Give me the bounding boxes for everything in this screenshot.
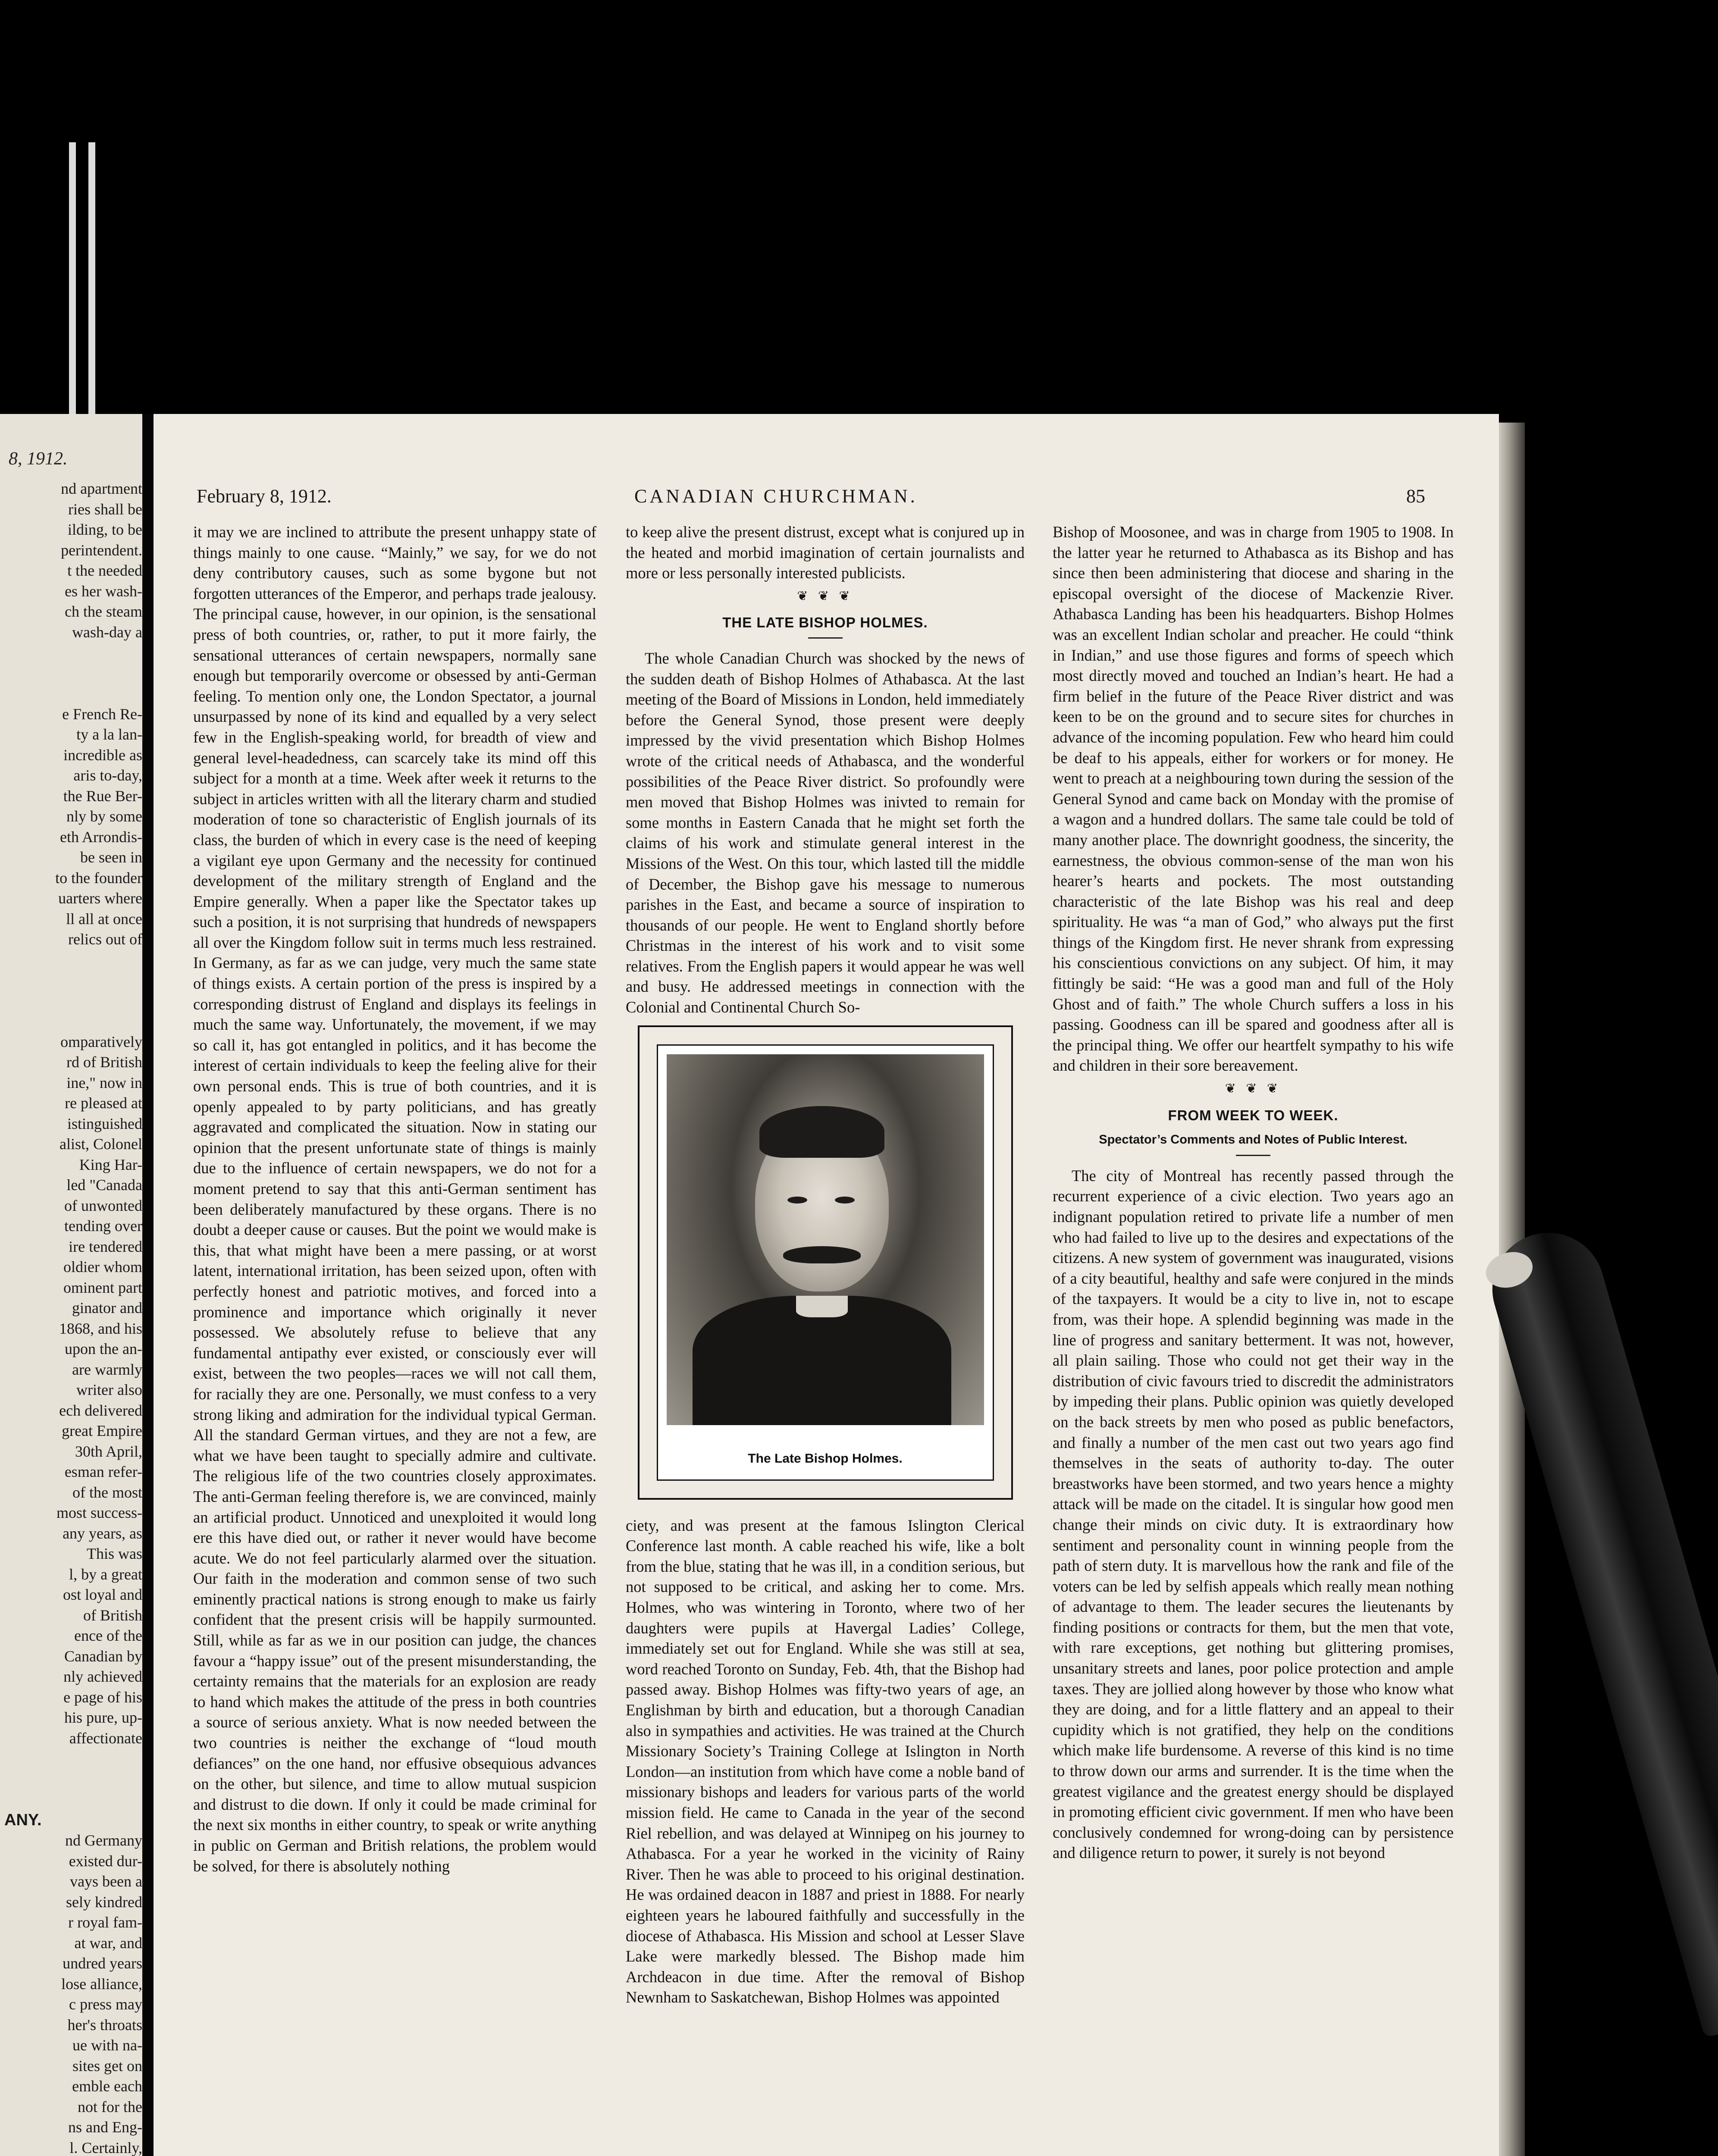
- previous-page-line: 1868, and his: [59, 1319, 142, 1337]
- previous-page-line: istinguished: [67, 1115, 142, 1132]
- previous-page-line: emble each: [72, 2078, 142, 2095]
- previous-page-heading: ANY.: [4, 1811, 42, 1829]
- previous-page-line: her's throats: [67, 2016, 142, 2034]
- column-2: [626, 522, 1025, 2008]
- previous-page-line: nd apartment: [61, 480, 142, 497]
- previous-page-line: lose alliance,: [61, 1975, 142, 1993]
- previous-page-line: ine," now in: [66, 1074, 142, 1091]
- previous-page-line: [4, 683, 142, 704]
- article-paragraph: ciety, and was present at the famous Islington Clerical Conference last month. A cable reached his wife, like a bolt from the blue, stating that he was ill, in a condition serious, but not supposed to be critical, and asking her to come. Mrs. Holmes, who was wintering in Toronto, where two of her daughters were pupils at Havergal Ladies’ College, immediately set out for England. While she was still at sea, word reached Toronto on Sunday, Feb. 4th, that the Bishop had passed away. Bishop Holmes was fifty-two years of age, an Englishman by birth and education, but a thorough Canadian also in sympathies and activities. He was trained at the Church Missionary Society’s Training College at Islington in North London—an institution from which have come a noble band of missionary bishops and leaders for various parts of the world mission field. He came to Canada in the year of the second Riel rebellion, and was delayed at Winnipeg on his journey to Athabasca. For a year he worked in the vicinity of Rainy River. Then he was able to proceed to his original destination. He was ordained deacon in 1887 and priest in 1888. For nearly eighteen years he laboured faithfully and successfully in the diocese of Athabasca. His Mission and school at Lesser Slave Lake were markedly blessed. The Bishop made him Archdeacon in due time. After the removal of Bishop Newnham to Saskatchewan, Bishop Holmes was appointed: [626, 1516, 1025, 2006]
- previous-page-line: [4, 950, 142, 971]
- previous-page-line: [4, 663, 142, 684]
- previous-page-line: of unwonted: [64, 1197, 142, 1214]
- previous-page-line: uarters where: [58, 890, 142, 907]
- previous-page-line: existed dur-: [69, 1852, 142, 1870]
- previous-page-line: relics out of: [68, 931, 142, 948]
- section-ornament: ❦ ❦ ❦: [1225, 1081, 1282, 1096]
- previous-page-line: incredible as: [63, 746, 142, 764]
- previous-page-line: This was: [87, 1545, 142, 1562]
- previous-page-line: King Har-: [79, 1156, 142, 1173]
- previous-page-line: ilding, to be: [68, 521, 142, 538]
- previous-page-line: [4, 1769, 142, 1790]
- previous-page-line: wash-day a: [72, 623, 142, 641]
- previous-page-line: upon the an-: [65, 1340, 142, 1357]
- previous-page-line: the Rue Ber-: [63, 787, 142, 805]
- previous-page-line: es her wash-: [65, 582, 142, 600]
- page-title: CANADIAN CHURCHMAN.: [634, 486, 918, 507]
- previous-page-line: l, by a great: [69, 1565, 142, 1583]
- previous-page-line: tending over: [64, 1217, 142, 1235]
- previous-page-line: ence of the: [74, 1627, 142, 1644]
- portrait-inner-frame: [657, 1044, 994, 1481]
- previous-page-line: Canadian by: [64, 1647, 142, 1665]
- page-date: February 8, 1912.: [197, 486, 332, 507]
- previous-page-line: [4, 642, 142, 663]
- previous-page-line: l. Certainly,: [69, 2139, 142, 2156]
- binding-strip: [69, 142, 76, 427]
- previous-page-line: of British: [83, 1606, 142, 1624]
- previous-page-line: r royal fam-: [68, 1914, 142, 1931]
- heading-rule: [808, 637, 843, 639]
- previous-page-line: esman refer-: [64, 1463, 142, 1480]
- previous-page-line: ech delivered: [59, 1401, 142, 1419]
- previous-page-line: writer also: [76, 1381, 142, 1398]
- previous-page-line: ginator and: [72, 1299, 142, 1316]
- section-ornament: ❦ ❦ ❦: [797, 589, 853, 603]
- previous-page-line: most success-: [56, 1504, 142, 1521]
- previous-page-line: are warmly: [72, 1360, 142, 1378]
- previous-page-date: 8, 1912.: [9, 449, 68, 469]
- previous-page-line: [4, 1749, 142, 1769]
- previous-page-line: aris to-day,: [73, 767, 142, 784]
- previous-page-line: [4, 1011, 142, 1032]
- bishop-photograph: [667, 1054, 984, 1425]
- previous-page-line: 30th April,: [75, 1442, 142, 1460]
- previous-page-line: ns and Eng-: [68, 2118, 142, 2136]
- column-3: [1053, 522, 1454, 1863]
- previous-page-line: omparatively: [60, 1033, 142, 1050]
- previous-page-line: nly by some: [66, 808, 142, 825]
- heading-rule: [1236, 1155, 1270, 1156]
- article-paragraph: it may we are inclined to attribute the present unhappy state of things mainly to one cause. “Mainly,” we say, for we do not deny contributory causes, such as some bygone but not forgotten utterances of the Emperor, and perhaps trade jealousy. The principal cause, however, in our opinion, is the sensational press of both countries, or, rather, to put it more fairly, the sensational utterances of certain newspapers, normally sane enough but temporarily overcome or obsessed by anti-German feeling. To mention only one, the London Spectator, a journal unsurpassed by none of its kind and equalled by a very select few in the English-speaking world, for breadth of view and general level-headedness, can scarcely take its mind off this subject for a month at a time. Week after week it returns to the subject in articles written with all the literary charm and studied moderation of tone so characteristic of English journals of its class, the burden of which in every case is the need of keeping a vigilant eye upon Germany and the necessity for continued development of the military strength of England and the Empire generally. When a paper like the Spectator takes up such a position, it is not surprising that hundreds of newspapers all over the Kingdom follow suit in terms much less restrained. In Germany, as far as we can judge, very much the same state of things exists. A certain portion of the press is inspired by a corresponding distrust of England and displays its feelings in much the same way. Unfortunately, the movement, if we may so call it, has got entangled in politics, and it has become the interest of certain individuals to keep the feeling alive for their own personal ends. This is true of both countries, and it is openly appealed to by party politicians, and has greatly aggravated and complicated the situation. Now in stating our opinion that the present unfortunate state of things is mainly due to the influence of certain newspapers, we do not for a moment pretend to say that this anti-German sentiment has been deliberately manufactured by these organs. There is no doubt a deeper cause or causes. But the point we would make is this, that what might have been a mere passing, or at worst latent, international irritation, has been seized upon, often with perfectly honest and patriotic motives, and forced into a prominence and importance which originally it never possessed. We absolutely refuse to believe that any fundamental antipathy ever existed, or consciously ever will exist, between the two peoples—races we will not call them, for racially they are one. Personally, we must confess to a very strong liking and admiration for the individual typical German. All the standard German virtues, and they are not a few, are what we have been taught to specially admire and cultivate. The religious life of the two countries closely approximates. The anti-German feeling therefore is, we are convinced, mainly an artificial product. Unnoticed and unexploited it would long ere this have died out, or rather it never would have become acute. We do not feel particularly alarmed over the situation. Our faith in the moderation and common sense of two such eminently practical nations is strong enough to make us fairly confident that the present crisis will be happily surmounted. Still, while as far as we in our position can judge, the chances favour a “happy issue” out of the present misunderstanding, the certainty remains that the materials for an explosion are ready to hand which makes the attitude of the press in both countries a source of serious anxiety. What is now needed between the two countries is neither the exchange of “loud mouth defiances” on the one hand, nor effusive obsequious advances on the other, but silence, and time to allow mutual suspicion and distrust to die down. If only it could be made criminal for the next six months in either country, to speak or write anything in public on German and British relations, the problem would be solved, for there is absolutely nothing: [193, 523, 596, 1875]
- binding-strip: [88, 142, 95, 427]
- portrait-frame: [638, 1025, 1013, 1500]
- article-paragraph: to keep alive the present distrust, except what is conjured up in the heated and morbid imagination of certain journalists and more or less personally interested publicists.: [626, 523, 1025, 582]
- page-number: 85: [1406, 486, 1425, 507]
- article-paragraph: The whole Canadian Church was shocked by the news of the sudden death of Bishop Holmes of Athabasca. At the last meeting of the Board of Missions in London, held immediately before the General Synod, those present were deeply impressed by the vivid presentation which Bishop Holmes wrote of the critical needs of Athabasca, and the wonderful possibilities of the Peace River district. So profoundly were men moved that Bishop Holmes was inivted to remain for some months in Eastern Canada that he might set forth the claims of his work and stimulate general interest in the Missions of the West. On this tour, which lasted till the middle of December, the Bishop gave his message to numerous parishes in the East, and became a source of inspiration to thousands of our people. He went to England shortly before Christmas in the interest of his work and to visit some relatives. From the English papers it would appear he was well and busy. He addressed meetings in connection with the Colonial and Continental Church So-: [626, 649, 1025, 1016]
- previous-page-line: ries shall be: [68, 500, 142, 518]
- previous-page-line: led "Canada: [66, 1176, 142, 1194]
- photo-caption: The Late Bishop Holmes.: [748, 1451, 903, 1466]
- previous-page-line: vays been a: [70, 1873, 142, 1890]
- previous-page-line: alist, Colonel: [60, 1135, 142, 1153]
- page-gutter: [142, 414, 154, 2156]
- previous-page-line: [4, 1789, 142, 1810]
- previous-page: [0, 414, 142, 2156]
- previous-page-line: at war, and: [74, 1934, 142, 1952]
- previous-page-line: perintendent.: [61, 541, 142, 559]
- previous-page-line: t the needed: [67, 562, 142, 579]
- previous-page-column: [4, 479, 142, 2156]
- previous-page-line: to the founder: [55, 869, 142, 887]
- previous-page-line: ty a la lan-: [76, 726, 142, 743]
- column-1: [193, 522, 596, 1876]
- previous-page-line: ost loyal and: [63, 1586, 142, 1603]
- previous-page-line: ch the steam: [65, 603, 142, 620]
- previous-page-line: ue with na-: [72, 2037, 142, 2054]
- previous-page-line: sites get on: [72, 2057, 142, 2075]
- previous-page-line: re pleased at: [65, 1094, 142, 1112]
- article-paragraph: Bishop of Moosonee, and was in charge from 1905 to 1908. In the latter year he returned to Athabasca as its Bishop and has since then been administering that diocese and sharing in the episcopal oversight of the diocese of Mackenzie River. Athabasca Landing has been his headquarters. Bishop Holmes was an excellent Indian scholar and preacher. He could “think in Indian,” and use those figures and forms of speech which most directly moved and touched an Indian’s heart. He had a firm belief in the future of the Peace River district and was keen to be on the ground and to secure sites for churches in advance of the incoming population. Few who heard him could be deaf to his appeals, either for workers or for money. He went to preach at a neighbouring town during the session of the General Synod and came back on Monday with the promise of a wagon and a hundred dollars. The same tale could be told of many another place. The downright goodness, the sincerity, the earnestness, the obvious common-sense of the man won his hearer’s hearts and pockets. The most outstanding characteristic of the late Bishop was his real and deep spirituality. He was “a man of God,” who always put the first things of the Kingdom first. He never shrank from expressing his conscientious convictions on any subject. Of him, it may fittingly be said: “He was a good man and full of the Holy Ghost and of faith.” The whole Church suffers a loss in his passing. Goodness can ill be spared and goodness after all is the principal thing. We offer our heartfelt sympathy to his wife and children in their sore bereavement.: [1053, 523, 1454, 1075]
- previous-page-line: great Empire: [62, 1422, 142, 1439]
- previous-page-line: ire tendered: [69, 1238, 142, 1255]
- previous-page-line: his pure, up-: [64, 1709, 142, 1726]
- previous-page-line: ominent part: [63, 1279, 142, 1296]
- section-heading: THE LATE BISHOP HOLMES.: [722, 614, 928, 631]
- previous-page-line: rd of British: [66, 1053, 142, 1071]
- previous-page-line: not for the: [78, 2098, 142, 2115]
- section-subheading: Spectator’s Comments and Notes of Public Interest.: [1099, 1133, 1408, 1147]
- previous-page-line: any years, as: [63, 1524, 142, 1542]
- article-paragraph: The city of Montreal has recently passed through the recurrent experience of a civic election. Two years ago an indignant population retired to private life a number of men who had failed to live up to the desires and expectations of the citizens. A new system of government was inaugurated, visions of a city beautiful, healthy and safe were conjured in the minds of the taxpayers. It would be a city to live in, not to escape from, was their hope. A splendid beginning was made in the line of progress and sanitary betterment. It was not, however, all plain sailing. Those who could not get their way in the distribution of civic favours tried to discredit the administrators by impeding their plans. Public opinion was quietly developed on the back streets by men who posed as public benefactors, and finally a number of the men cast out two years ago find themselves in the seats of authority to-day. The outer breastworks have been stormed, and two years hence a mighty attack will be made on the citadel. It is singular how good men change their minds on civic duty. It is extraordinary how sentiment and personality count in winning people from the path of stern duty. It is marvellous how the rank and file of the voters can be led by selfish appeals which really mean nothing of advantage to them. The leader secures the lieutenants by finding positions or contracts for them, but the men that vote, with rare exceptions, get nothing but glittering promises, unsanitary streets and lanes, poor police protection and ample taxes. They are jollied along however by those who know what they are doing, and for a little flattery and an appeal to their cupidity which is not gratified, they help on the conditions which make life burdensome. A reverse of this kind is no time to throw down our arms and surrender. It is the time when the greatest vigilance and the greatest energy should be displayed in promoting efficient civic government. If men who have been conclusively condemned for wrong-doing can by persistence and diligence return to power, it surely is not beyond: [1053, 1166, 1454, 1862]
- previous-page-line: [4, 991, 142, 1012]
- previous-page-line: ll all at once: [66, 910, 142, 928]
- section-heading: FROM WEEK TO WEEK.: [1168, 1107, 1339, 1123]
- previous-page-line: nly achieved: [63, 1668, 142, 1685]
- previous-page-line: e French Re-: [62, 705, 142, 723]
- previous-page-line: undred years: [63, 1955, 142, 1972]
- previous-page-line: of the most: [72, 1483, 142, 1501]
- newspaper-page: [154, 414, 1499, 2156]
- previous-page-line: c press may: [69, 1996, 142, 2013]
- previous-page-line: eth Arrondis-: [60, 828, 142, 846]
- previous-page-line: [4, 970, 142, 991]
- previous-page-line: be seen in: [80, 849, 142, 866]
- previous-page-line: sely kindred: [66, 1893, 142, 1911]
- previous-page-line: e page of his: [63, 1688, 142, 1706]
- previous-page-line: affectionate: [69, 1729, 142, 1747]
- previous-page-line: nd Germany: [65, 1832, 142, 1849]
- previous-page-line: oldier whom: [63, 1258, 142, 1275]
